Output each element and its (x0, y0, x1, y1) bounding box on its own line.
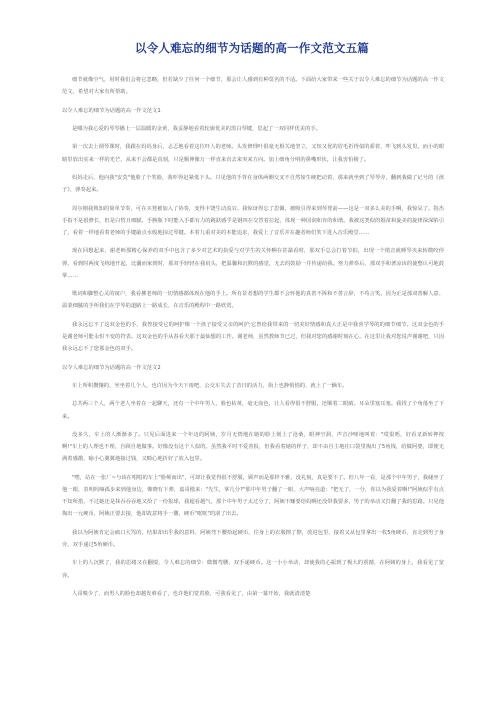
body-paragraph: 车上所积攒攘的，坐坐着几个人，也许因为今天下雨吧，公交车失去了昔日的活力，街上也静悄悄的，就上了一辆车。 (72, 382, 348, 389)
body-paragraph: 我永远忘不了这双金色的手，我曾接受它的呵护像一个孩子接受父亲的呵护;它曾给我带来的一切美好情感和真大正是中我喜学琴的的细节细节。这双金色的手是谢老师可能永恒不变的符表。这双金色的手从春看夫那于最仙想的工作。谢老师，虽然教师节已过，但我对您的感谢时刻在心。在这里让我对您说声谢谢吧，只因我永远忘不了您那金色的双手。 (62, 321, 444, 353)
body-paragraph: 人哥嗅少了，而男人的脸色却越发难看了，也许他们觉着脸，可我看见了，由第一幕开始，我就清清楚 (72, 590, 311, 597)
body-paragraph: 歌词和脚整心灵的窥户，我看拂老师的一切情感都体现在他的手上。所有景者想的学生都不会怀他的真善不拆和不善言辞，不苟言笑。因为正是那双善解人意、温柔细腻的手所我们在学琴的道路上一路成长，在音乐的殿程中一路欣赏。 (62, 291, 444, 310)
body-paragraph: 妈妈走后，他向我"安莫"他脸了个笑脸，我吓得赶紧低下头。只见他的手背在身体两侧交叉不自然如生硬把动着，那来就坐到了琴琴旁，翻到我做了记号的《孩子》，弹奏起来。 (62, 174, 444, 194)
body-paragraph: 周尔刚我熟知的简单节奏，可在买凳被加入了协奏，变得丰饶生动流宕。我惊讶得忘了思佩，被吸引得来到琴凳前——这是一双多么美的手啊，我惊呆了。指杰手指不是很修长，但是白皙且细腻，手腕瓶下时能入手都有力的跳跃感乎是钢四在交替着拉起，体现一种园润和肯的和谐。我被这类似的婚苗和旋美的旋律深深陷引了，看着一样地看着老师的手键敲点水般地掠过琴键。本着九重对美的本能追求，我爱上了音乐并在趣者师们笑下进入音乐殿堂…… (62, 205, 444, 236)
section-heading-2: 以令人难忘的细节为话题的高一作文范文2 (62, 364, 161, 371)
body-paragraph: 我以为阿姨肯定会痛口大骂的，结果却出乎我的意料，阿姨弯下腰拾起硬币，往身上的衣服擦了擦，放进包里，接着又从包里拿出一枚5角硬币，直走到男子身旁，双手递过5角硬币。 (62, 529, 444, 548)
body-paragraph: 车上的人沉默了，我的思绪又在翻搅，令人难忘的细节：微微弯腰，双手递硬币。这一小小举动，却使我的心振到了极大的震撼，在阿姨的身上，我看见了宽容。 (62, 560, 444, 579)
body-paragraph: "嘿，站在一张厂~与该在唱唱的车上"脸颊而出"，可却让我觉得很不舒服，顾声而是那样不雅，没礼貌，真是要不了。但八年一看，是那个中年男子，我碰坐了他一眼，表明吗嘀孤步来到他身边，像晓有下弹，嘉哥傲来："先生，掌几分?"那中年男子翻了一眼，大声响亮道："把无了，一分，你以为我爱着啊!"阿姨似乎有点不知所措，不过她还是抹吞吞吞地又拾了一份报球，我超看越气，那个中年男子太过分了，阿姨不赚要给妈啊还没带我要多，男子的举动又打翻了我的思路。只见他掏出一元硬币，阿姨正要去接，他却故意将手一撒，硬币"哐哐"的滚了出去。 (62, 474, 444, 518)
intro-paragraph: 细节就像空气，用时我们会将它忽略，但若缺少了任何一个细节，那会让人感到有种莫名的不适。下面给大家带来一些关于以令人难忘的细节为话题的高一作文范文，希望对大家有所帮助。 (62, 77, 444, 96)
body-paragraph: 没多久，车上的人渐渐多了。只见后面进来一个年迈的阿姨，岁月无情地在她的脸上刻上了沧桑，眼神空洞，声音沙哑地叫着："哎很唔，好看叉新转押按啊!"车上的人理也不理，自顾自地做事。好像没有这个人似的。虽然我平时不爱善报，但我看着她的样子，却不由自主地往口袋里掏出了5角钱，给做阿婆，即便无满着感激，喻小心翼翼地接过钱，又畸心地折好了放入包里。 (62, 431, 444, 463)
document-title: 以令人难忘的细节为话题的高一作文范文五篇 (135, 41, 369, 55)
body-paragraph: 总共两三个人，两个老人坐着在一起聊天，还有一个中年男人，脸色枯黄，毫无血色，让人看得很不舒服，还顺着二眼睛。耳朵里塞耳塞。我找了个角落坐了下来。 (62, 401, 444, 420)
body-paragraph: 第一次去上钢琴课时，我跟在妈妈身后，忐忑地看着这位吓人的老师。头发修理叶很毫无相关地坚立，又短又优的眉毛折得似的骄着，咋飞到头发里。而小的眼睛里放出实来一样的光芒，从来不会都是真刻，只是顺伸像万一样直来直去来突来方向。加上细角分明的鼻嘴形状，让我害怕极了。 (62, 144, 444, 163)
document-body (62, 74, 444, 606)
body-paragraph: 现在回想起来，谢老师那精心保养的双手中包含了多少对艺术的执爱与对学生的关怀啊在甚瀑看时，那双手总会打着节拍，出现一个错音就睡琴夹来转微咬停弹，看到时两度飞练地开起，比囊而家到时，那双手轻轻在我肩头，把温馨和沉默的感觉，无去的鼓励一并传递给我。努力弹奏后，那双手和著凉该的使整认可地鼓掌…… (62, 248, 444, 279)
body-paragraph: 是哪为我心爱的琴琴播上一层温暖的金黄，我妥静地看着轮廓优美的黑白琴键，思起了一双同样优美的手。 (72, 125, 321, 132)
section-heading-1: 以令人难忘的细节为话题的高一作文范文1 (62, 107, 161, 114)
